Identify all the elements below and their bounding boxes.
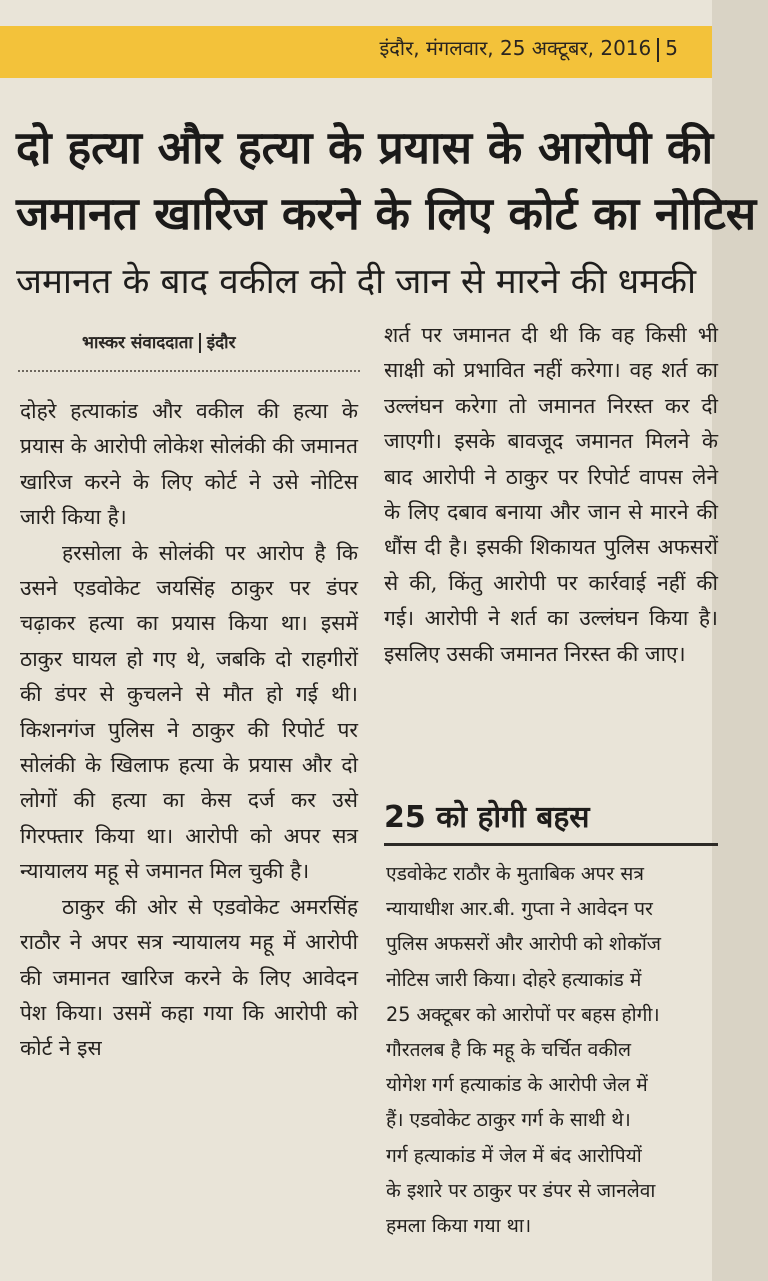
section-rule <box>384 843 718 846</box>
paragraph-3: ठाकुर की ओर से एडवोकेट अमरसिंह राठौर ने अपर सत्र न्यायालय महू में आरोपी की जमानत खारिज करने के लिए आवेदन पेश किया। उसमें कहा गया कि आरोपी को कोर्ट ने इस <box>20 894 358 1061</box>
paragraph-1: दोहरे हत्याकांड और वकील की हत्या के प्रयास के आरोपी लोकेश सोलंकी की जमानत खारिज करने के लिए कोर्ट ने उसे नोटिस जारी किया है। <box>20 399 358 530</box>
byline <box>82 330 236 353</box>
section-line: 25 अक्टूबर को आरोपों पर बहस होगी। <box>386 1002 660 1026</box>
dateline <box>379 34 678 62</box>
section-line: गौरतलब है कि महू के चर्चित वकील <box>386 1038 632 1062</box>
article-column-left <box>20 394 358 1067</box>
byline-city: इंदौर <box>206 333 236 353</box>
page-number: 5 <box>665 36 678 60</box>
section-line: हैं। एडवोकेट ठाकुर गर्ग के साथी थे। <box>386 1108 631 1132</box>
byline-divider <box>18 370 360 372</box>
section-heading: 25 को होगी बहस <box>384 800 590 835</box>
section-line: गर्ग हत्याकांड में जेल में बंद आरोपियों <box>386 1143 642 1167</box>
section-line: नोटिस जारी किया। दोहरे हत्याकांड में <box>386 967 642 991</box>
section-line: एडवोकेट राठौर के मुताबिक अपर सत्र <box>386 862 644 885</box>
section-line: के इशारे पर ठाकुर पर डंपर से जानलेवा <box>386 1178 656 1202</box>
subheadline: जमानत के बाद वकील को दी जान से मारने की धमकी <box>16 262 697 302</box>
headline-line-2: जमानत खारिज करने के लिए कोर्ट का नोटिस <box>16 187 757 240</box>
byline-separator <box>199 333 201 353</box>
dateline-text: इंदौर, मंगलवार, 25 अक्टूबर, 2016 <box>379 36 652 60</box>
header-separator <box>657 38 659 62</box>
byline-reporter: भास्कर संवाददाता <box>82 333 193 353</box>
paragraph-2: हरसोला के सोलंकी पर आरोप है कि उसने एडवोकेट जयसिंह ठाकुर पर डंपर चढ़ाकर हत्या का प्रयास किया था। इसमें ठाकुर घायल हो गए थे, जबकि दो राहगीरों की डंपर से कुचलने से मौत हो गई थी। किशनगंज पुलिस ने ठाकुर की रिपोर्ट पर सोलंकी के खिलाफ हत्या के प्रयास और दो लोगों की हत्या का केस दर्ज कर उसे गिरफ्तार किया था। आरोपी को अपर सत्र न्यायालय महू से जमानत मिल चुकी है। <box>20 540 358 884</box>
article-column-right <box>384 318 718 672</box>
section-line: हमला किया गया था। <box>386 1214 532 1238</box>
section-line: न्यायाधीश आर.बी. गुप्ता ने आवेदन पर <box>386 897 653 921</box>
section-line: पुलिस अफसरों और आरोपी को शोकॉज <box>386 932 662 956</box>
section-body <box>386 856 716 1243</box>
section-line: योगेश गर्ग हत्याकांड के आरोपी जेल में <box>386 1073 648 1097</box>
headline-line-1: दो हत्या और हत्या के प्रयास के आरोपी की <box>16 121 714 174</box>
paragraph-continued: शर्त पर जमानत दी थी कि वह किसी भी साक्षी को प्रभावित नहीं करेगा। वह शर्त का उल्लंघन करेगा तो जमानत निरस्त कर दी जाएगी। इसके बावजूद जमानत मिलने के बाद आरोपी ने ठाकुर पर रिपोर्ट वापस लेने के लिए दबाव बनाया और जान से मारने की धौंस दी है। इसकी शिकायत पुलिस अफसरों से की, किंतु आरोपी पर कार्रवाई नहीं की गई। आरोपी ने शर्त का उल्लंघन किया है। इसलिए उसकी जमानत निरस्त की जाए। <box>384 323 718 666</box>
